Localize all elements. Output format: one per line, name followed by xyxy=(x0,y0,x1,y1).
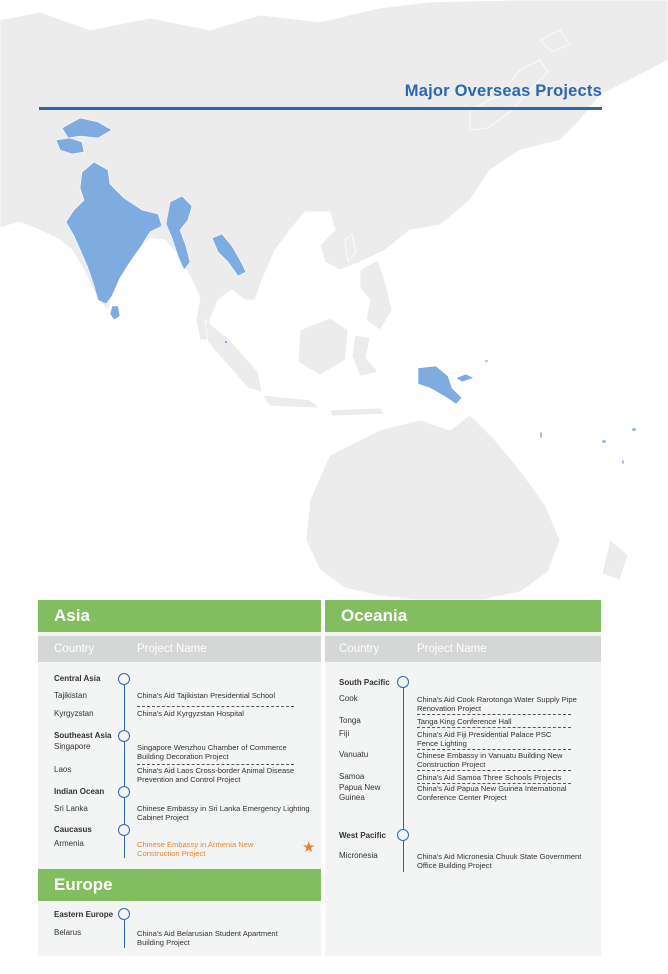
project-name: China's Aid Micronesia Chuuk State Government Office Building Project xyxy=(417,852,582,870)
country-column-header: Country xyxy=(339,643,380,655)
vanuatu-shape xyxy=(540,432,542,438)
timeline-node xyxy=(118,673,130,685)
region-label: Central Asia xyxy=(54,674,101,683)
country-column-header: Country xyxy=(54,643,95,655)
asia-panel xyxy=(38,600,321,868)
region-label: Indian Ocean xyxy=(54,787,105,796)
region-label: Eastern Europe xyxy=(54,910,114,919)
title-underline xyxy=(39,107,602,110)
highlighted-project-name: Chinese Embassy in Armenia New Construction Project xyxy=(137,840,254,858)
country-name: Micronesia xyxy=(339,851,378,860)
project-name: China's Aid Belarusian Student Apartment Building Project xyxy=(137,929,278,947)
oceania-column-headers xyxy=(325,636,601,662)
country-name: Fiji xyxy=(339,729,350,738)
country-name: Armenia xyxy=(54,839,84,848)
country-name: Tajikistan xyxy=(54,691,87,700)
europe-panel xyxy=(38,868,321,956)
row-separator xyxy=(137,764,294,765)
project-name: Chinese Embassy in Sri Lanka Emergency Lighting Cabinet Project xyxy=(137,804,310,822)
oceania-timeline xyxy=(403,682,404,872)
project-name: Singapore Wenzhou Chamber of Commerce Building Decoration Project xyxy=(137,743,287,761)
project-name: China's Aid Fiji Presidential Palace PSC Fence Lighting xyxy=(417,730,552,748)
timeline-node xyxy=(118,908,130,920)
region-label: Caucasus xyxy=(54,825,92,834)
timeline-node xyxy=(118,786,130,798)
country-name: Sri Lanka xyxy=(54,804,88,813)
project-name: China's Aid Tajikistan Presidential School xyxy=(137,691,276,700)
project-column-header: Project Name xyxy=(417,643,487,655)
project-name: Chinese Embassy in Vanuatu Building New Construction Project xyxy=(417,751,563,769)
fiji-shape xyxy=(602,440,606,443)
europe-timeline xyxy=(124,920,125,948)
timeline-node xyxy=(397,676,409,688)
oceania-panel xyxy=(325,600,601,956)
project-name: China's Aid Samoa Three Schools Projects xyxy=(417,773,562,782)
asia-column-headers xyxy=(38,636,321,662)
row-separator xyxy=(417,770,571,771)
country-name: Samoa xyxy=(339,772,365,781)
asia-header: Asia xyxy=(38,600,321,632)
timeline-node xyxy=(118,824,130,836)
timeline-node xyxy=(118,730,130,742)
row-separator xyxy=(417,749,571,750)
samoa-shape xyxy=(632,428,636,431)
row-separator xyxy=(417,727,571,728)
row-separator xyxy=(137,706,294,707)
country-name: Vanuatu xyxy=(339,750,369,759)
page-title: Major Overseas Projects xyxy=(404,82,602,100)
project-name: China's Aid Papua New Guinea International Conference Center Project xyxy=(417,784,567,802)
project-name: China's Aid Kyrgyzstan Hospital xyxy=(137,709,244,718)
project-name: China's Aid Cook Rarotonga Water Supply Pipe Renovation Project xyxy=(417,695,577,713)
singapore-shape xyxy=(224,340,227,343)
micronesia-shape xyxy=(485,360,488,362)
region-label: Southeast Asia xyxy=(54,731,112,740)
png-shape xyxy=(418,366,462,404)
tonga-shape xyxy=(622,460,624,464)
country-name: Cook xyxy=(339,694,358,703)
country-name: Papua New Guinea xyxy=(339,783,381,802)
sri-lanka-shape xyxy=(110,306,120,320)
country-name: Laos xyxy=(54,765,72,774)
timeline-node xyxy=(397,829,409,841)
country-name: Kyrgyzstan xyxy=(54,709,94,718)
project-name: Tanga King Conference Hall xyxy=(417,717,512,726)
country-name: Singapore xyxy=(54,742,91,751)
star-icon: ★ xyxy=(302,839,316,856)
country-name: Tonga xyxy=(339,716,361,725)
country-name: Belarus xyxy=(54,928,82,937)
row-separator xyxy=(417,714,571,715)
oceania-header: Oceania xyxy=(325,600,601,632)
europe-header: Europe xyxy=(38,869,321,901)
project-column-header: Project Name xyxy=(137,643,207,655)
region-label: West Pacific xyxy=(339,831,386,840)
project-name: China's Aid Laos Cross-border Animal Disease Prevention and Control Project xyxy=(137,766,295,784)
region-label: South Pacific xyxy=(339,678,390,687)
